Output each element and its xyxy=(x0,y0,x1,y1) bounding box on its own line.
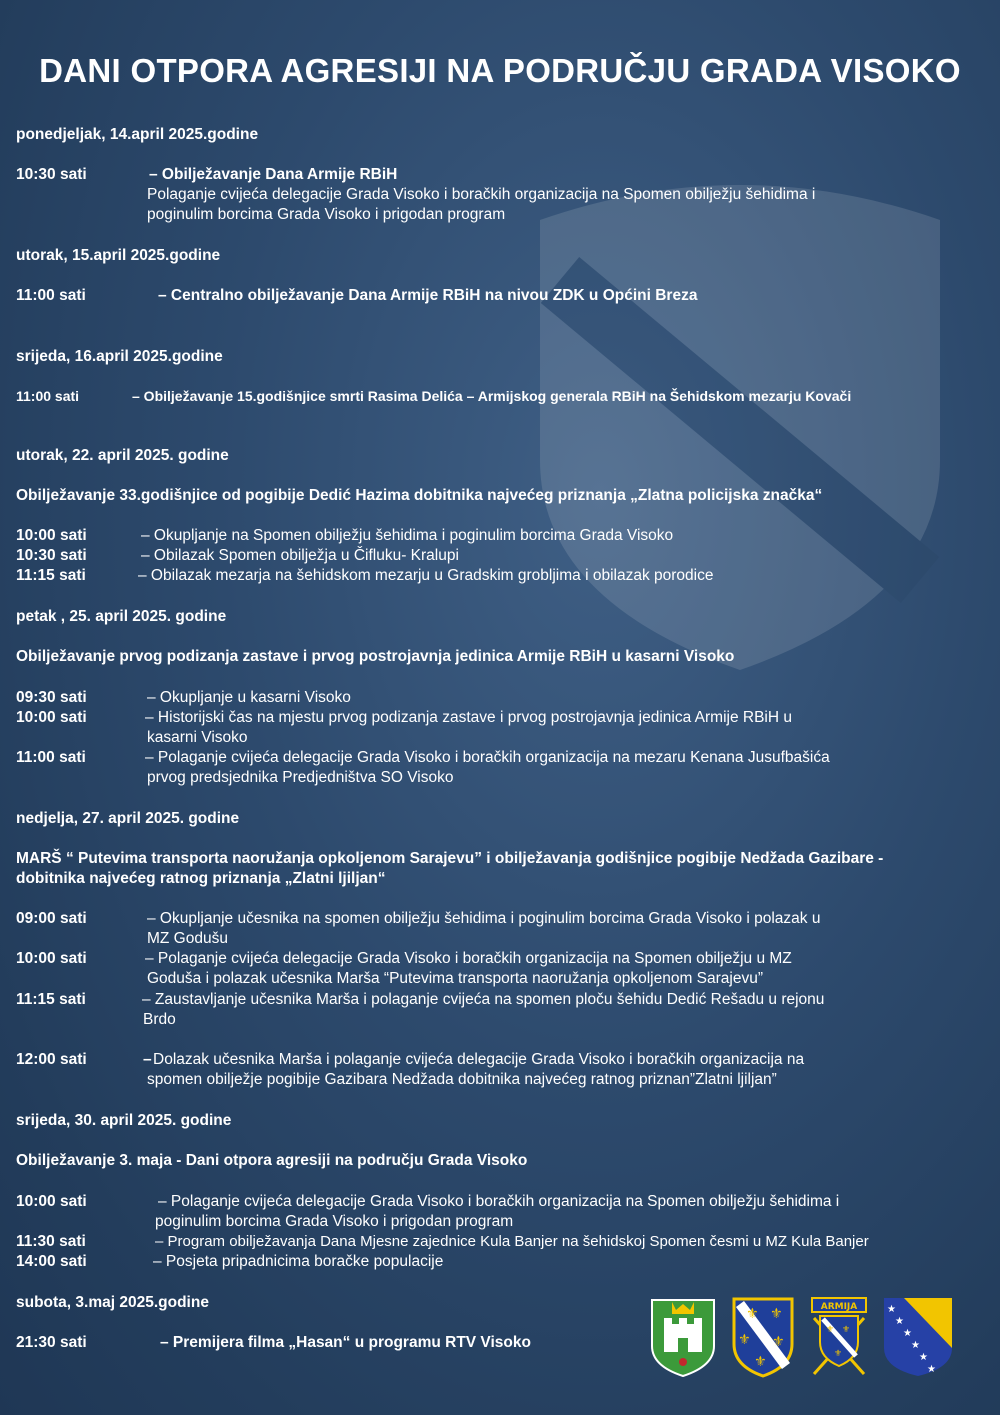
day-date: utorak, 15.april 2025.godine xyxy=(16,247,221,264)
event-text: – Historijski čas na mjestu prvog podizanja zastave i prvog postrojavnja jedinica Armije RBiH u xyxy=(145,709,792,726)
svg-text:★: ★ xyxy=(903,1328,912,1339)
event-time: 11:00 sati xyxy=(16,749,86,766)
event-text: – Obilježavanje 15.godišnjice smrti Rasima Delića – Armijskog generala RBiH na Šehidskom mezarju Kovači xyxy=(132,388,852,404)
event-time: 10:00 sati xyxy=(16,527,87,544)
event-time: 11:00 sati xyxy=(16,287,86,304)
day-date: ponedjeljak, 14.april 2025.godine xyxy=(16,126,259,143)
day-subtitle: dobitnika najvećeg ratnog priznanja „Zlatni ljiljan“ xyxy=(16,870,386,887)
event-time: 10:00 sati xyxy=(16,709,87,726)
event-text: poginulim borcima Grada Visoko i prigodan program xyxy=(147,206,506,223)
svg-text:⚜: ⚜ xyxy=(738,1332,751,1348)
day-subtitle: Obilježavanje 3. maja - Dani otpora agresiji na području Grada Visoko xyxy=(16,1152,528,1169)
event-time: 10:00 sati xyxy=(16,950,87,967)
background-flag-watermark xyxy=(500,160,980,680)
event-time: 11:00 sati xyxy=(16,388,80,404)
svg-text:★: ★ xyxy=(919,1352,928,1363)
event-text: – Polaganje cvijeća delegacije Grada Visoko i boračkih organizacija na Spomen obilježju u MZ xyxy=(145,950,792,967)
svg-text:★: ★ xyxy=(927,1364,936,1375)
event-time: 09:00 sati xyxy=(16,910,87,927)
event-text: prvog predsjednika Predjedništva SO Visoko xyxy=(147,769,454,786)
day-date: petak , 25. april 2025. godine xyxy=(16,608,227,625)
event-text: – Posjeta pripadnicima boračke populacije xyxy=(153,1253,444,1270)
event-text: Dolazak učesnika Marša i polaganje cvijeća delegacije Grada Visoko i boračkih organizacija na xyxy=(153,1051,805,1068)
bih-flag-shield-icon xyxy=(882,1296,954,1378)
svg-text:★: ★ xyxy=(895,1316,904,1327)
event-text: MZ Godušu xyxy=(147,930,228,947)
day-date: nedjelja, 27. april 2025. godine xyxy=(16,810,240,827)
event-time: 11:30 sati xyxy=(16,1233,86,1250)
event-time: 10:30 sati xyxy=(16,166,87,183)
event-time: 09:30 sati xyxy=(16,689,87,706)
event-text: – Okupljanje u kasarni Visoko xyxy=(147,689,351,706)
event-text: – Zaustavljanje učesnika Marša i polaganje cvijeća na spomen ploču šehidu Dedić Rešadu u rejonu xyxy=(142,991,825,1008)
svg-text:⚜: ⚜ xyxy=(842,1325,851,1335)
svg-text:⚜: ⚜ xyxy=(754,1354,767,1370)
event-text: – Obilazak Spomen obilježja u Čifluku- Kralupi xyxy=(141,547,459,564)
event-time: 11:15 sati xyxy=(16,991,86,1008)
svg-text:⚜: ⚜ xyxy=(746,1306,759,1322)
visoko-coat-of-arms-icon xyxy=(650,1296,716,1378)
day-subtitle: Obilježavanje 33.godišnjice od pogibije Dedić Hazima dobitnika najvećeg priznanja „Zlatna policijska značka“ xyxy=(16,487,823,504)
event-text: – Obilježavanje Dana Armije RBiH xyxy=(149,166,398,183)
event-text: Brdo xyxy=(143,1011,176,1028)
svg-text:⚜: ⚜ xyxy=(826,1325,835,1335)
event-text: – Premijera filma „Hasan“ u programu RTV Visoko xyxy=(160,1334,531,1351)
day-subtitle: Obilježavanje prvog podizanja zastave i prvog postrojavnja jedinica Armije RBiH u kasarni Visoko xyxy=(16,648,735,665)
event-time: 21:30 sati xyxy=(16,1334,87,1351)
event-text: – Centralno obilježavanje Dana Armije RBiH na nivou ZDK u Općini Breza xyxy=(158,287,698,304)
event-time: 10:30 sati xyxy=(16,547,87,564)
event-time: 12:00 sati xyxy=(16,1051,87,1068)
day-date: srijeda, 30. april 2025. godine xyxy=(16,1112,232,1129)
event-text: kasarni Visoko xyxy=(147,729,248,746)
event-time: 10:00 sati xyxy=(16,1193,87,1210)
event-text: Polaganje cvijeća delegacije Grada Visoko i boračkih organizacija na Spomen obilježju šehidima i xyxy=(147,186,816,203)
svg-text:★: ★ xyxy=(911,1340,920,1351)
day-subtitle: MARŠ “ Putevima transporta naoružanja opkoljenom Sarajevu” i obilježavanja godišnjice pogibije Nedžada Gazibare - xyxy=(16,850,884,867)
event-text: – Okupljanje učesnika na spomen obilježju šehidima i poginulim borcima Grada Visoko i polazak u xyxy=(147,910,821,927)
event-text: Goduša i polazak učesnika Marša “Putevima transporta naoružanja opkoljenom Sarajevu” xyxy=(147,970,764,987)
svg-text:★: ★ xyxy=(887,1304,896,1315)
svg-text:⚜: ⚜ xyxy=(770,1306,783,1322)
armija-emblem-icon xyxy=(808,1296,870,1378)
armija-emblem-label: ARMIJA xyxy=(820,1302,858,1312)
event-text: – Obilazak mezarja na šehidskom mezarju u Gradskim grobljima i obilazak porodice xyxy=(138,567,714,584)
svg-text:⚜: ⚜ xyxy=(834,1349,843,1359)
lily-shield-icon xyxy=(732,1296,794,1378)
event-time: 11:15 sati xyxy=(16,567,86,584)
event-text: – Polaganje cvijeća delegacije Grada Visoko i boračkih organizacija na mezaru Kenana Jusufbašića xyxy=(145,749,830,766)
event-text: poginulim borcima Grada Visoko i prigodan program xyxy=(155,1213,514,1230)
event-text: – Okupljanje na Spomen obilježju šehidima i poginulim borcima Grada Visoko xyxy=(141,527,674,544)
event-text: – Program obilježavanja Dana Mjesne zajednice Kula Banjer na šehidskoj Spomen česmi u MZ Kula Banjer xyxy=(155,1233,869,1250)
event-text: – Polaganje cvijeća delegacije Grada Visoko i boračkih organizacija na Spomen obilježju šehidima i xyxy=(158,1193,840,1210)
day-date: srijeda, 16.april 2025.godine xyxy=(16,348,223,365)
day-date: utorak, 22. april 2025. godine xyxy=(16,447,229,464)
event-dash: – xyxy=(143,1051,152,1068)
event-time: 14:00 sati xyxy=(16,1253,87,1270)
day-date: subota, 3.maj 2025.godine xyxy=(16,1294,209,1311)
svg-text:⚜: ⚜ xyxy=(772,1334,785,1350)
page-title: DANI OTPORA AGRESIJI NA PODRUČJU GRADA VISOKO xyxy=(39,52,961,89)
event-text: spomen obilježje pogibije Gazibara Nedžada dobitnika najvećeg ratnog priznan”Zlatni ljiljan” xyxy=(147,1071,777,1088)
